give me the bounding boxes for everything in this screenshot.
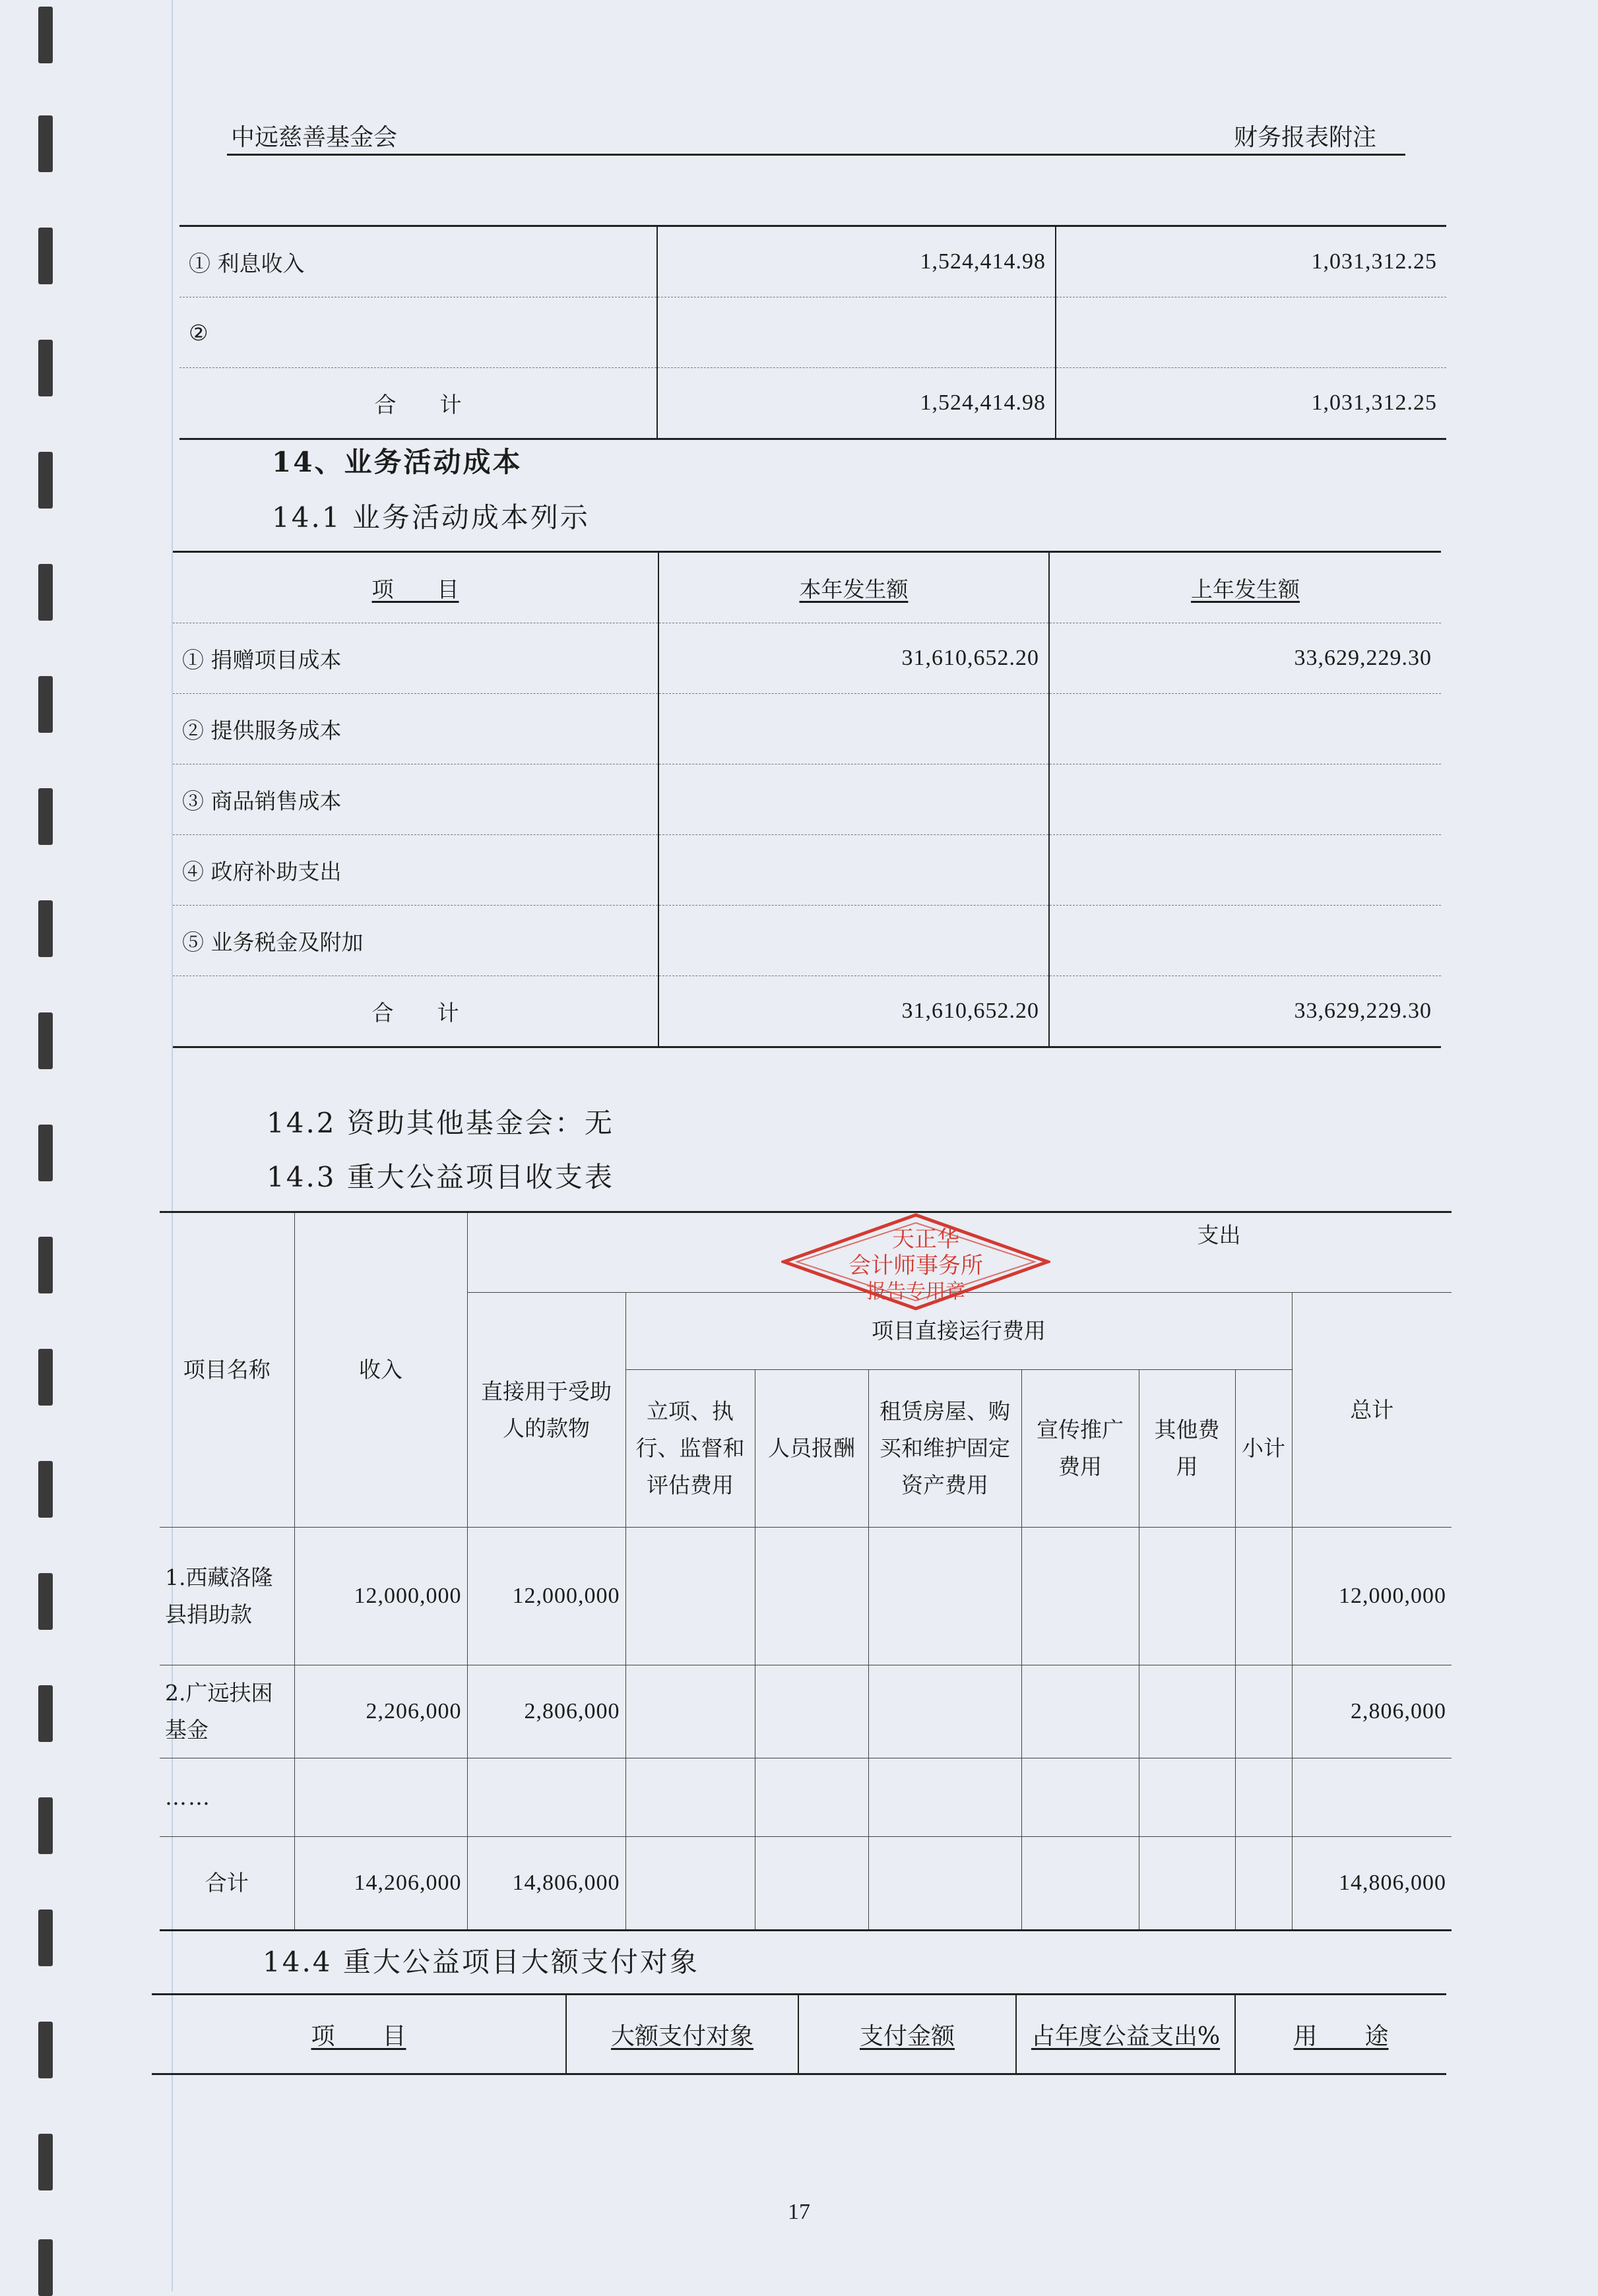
current-amount: 1,524,414.98 xyxy=(657,368,1056,439)
interest-income-table xyxy=(179,225,1446,440)
table-row xyxy=(160,1837,1452,1931)
income: 12,000,000 xyxy=(294,1528,467,1665)
table-header-row xyxy=(173,552,1441,623)
binding-mark xyxy=(38,2022,53,2078)
row-label: ③ 商品销售成本 xyxy=(173,764,658,835)
header-operating: 项目直接运行费用 xyxy=(625,1293,1292,1370)
binding-mark xyxy=(38,1349,53,1406)
project-name: 1.西藏洛隆县捐助款 xyxy=(160,1528,294,1665)
header-total: 总计 xyxy=(1292,1293,1452,1528)
previous-amount: 1,031,312.25 xyxy=(1056,368,1446,439)
current-amount xyxy=(657,297,1056,368)
binding-mark xyxy=(38,452,53,509)
stamp-line-1: 天正华 xyxy=(892,1226,959,1253)
binding-mark xyxy=(38,340,53,396)
row-label: ② xyxy=(179,297,657,368)
binding-mark xyxy=(38,1797,53,1854)
binding-mark xyxy=(38,1461,53,1518)
current-amount: 31,610,652.20 xyxy=(658,623,1049,694)
subsection-heading: 14.2 资助其他基金会：无 xyxy=(267,1107,614,1139)
total: 2,806,000 xyxy=(1292,1665,1452,1758)
binding-mark xyxy=(38,115,53,172)
binding-mark xyxy=(38,1685,53,1742)
current-amount xyxy=(658,764,1049,835)
binding-mark xyxy=(38,228,53,284)
empty-cell xyxy=(868,1528,1021,1665)
binding-mark xyxy=(38,788,53,845)
empty-cell xyxy=(868,1758,1021,1837)
current-amount: 1,524,414.98 xyxy=(657,226,1056,297)
header-rent: 租赁房屋、购买和维护固定资产费用 xyxy=(868,1370,1021,1528)
table-row xyxy=(179,226,1446,297)
table-row xyxy=(173,694,1441,764)
direct-expense: 2,806,000 xyxy=(467,1665,625,1758)
empty-cell xyxy=(755,1758,868,1837)
row-label: ⑤ 业务税金及附加 xyxy=(173,906,658,976)
empty-cell xyxy=(625,1837,755,1931)
empty-cell xyxy=(625,1528,755,1665)
binding-mark xyxy=(38,564,53,621)
current-amount xyxy=(658,906,1049,976)
previous-amount xyxy=(1049,764,1441,835)
binding-mark xyxy=(38,1909,53,1966)
empty-cell xyxy=(1235,1837,1292,1931)
subsection-heading: 14.4 重大公益项目大额支付对象 xyxy=(263,1946,699,1978)
empty-cell xyxy=(1139,1528,1235,1665)
binding-mark xyxy=(38,900,53,957)
empty-cell xyxy=(1139,1665,1235,1758)
column-header: 本年发生额 xyxy=(658,552,1049,623)
direct-expense: 14,806,000 xyxy=(467,1837,625,1931)
binding-mark xyxy=(38,1012,53,1069)
empty-cell xyxy=(1235,1528,1292,1665)
project-name: 2.广远扶困基金 xyxy=(160,1665,294,1758)
table-row xyxy=(173,623,1441,694)
binding-mark xyxy=(38,1573,53,1630)
empty-cell xyxy=(1021,1528,1139,1665)
total-label: 合 计 xyxy=(371,999,459,1026)
empty-cell xyxy=(1021,1837,1139,1931)
table-row xyxy=(173,976,1441,1047)
header-personnel: 人员报酬 xyxy=(755,1370,868,1528)
table-row xyxy=(173,764,1441,835)
binding-edge xyxy=(0,0,73,2291)
current-amount: 31,610,652.20 xyxy=(658,976,1049,1047)
table-row xyxy=(160,1758,1452,1837)
header-org-name: 中远慈善基金会 xyxy=(231,124,398,151)
stamp-line-3: 报告专用章 xyxy=(866,1280,965,1303)
column-header: 项 目 xyxy=(173,552,658,623)
table-row xyxy=(179,368,1446,439)
page-number: 17 xyxy=(788,2200,810,2224)
previous-amount: 1,031,312.25 xyxy=(1056,226,1446,297)
header-section-title: 财务报表附注 xyxy=(1234,124,1377,151)
income: 14,206,000 xyxy=(294,1837,467,1931)
total-label: 合计 xyxy=(160,1837,294,1931)
major-project-table xyxy=(160,1211,1452,1931)
income xyxy=(294,1758,467,1837)
business-cost-table xyxy=(173,551,1441,1048)
stamp-line-2: 会计师事务所 xyxy=(848,1253,983,1279)
table-row xyxy=(160,1665,1452,1758)
direct-expense xyxy=(467,1758,625,1837)
seal-stamp xyxy=(781,1212,1050,1311)
binding-mark xyxy=(38,7,53,63)
current-amount xyxy=(658,694,1049,764)
empty-cell xyxy=(1235,1758,1292,1837)
total: 14,806,000 xyxy=(1292,1837,1452,1931)
header-expense: 支出 xyxy=(467,1212,1452,1293)
direct-expense: 12,000,000 xyxy=(467,1528,625,1665)
previous-amount: 33,629,229.30 xyxy=(1049,976,1441,1047)
income: 2,206,000 xyxy=(294,1665,467,1758)
table-row xyxy=(173,906,1441,976)
subsection-heading: 14.3 重大公益项目收支表 xyxy=(267,1161,614,1193)
binding-mark xyxy=(38,676,53,733)
project-name: …… xyxy=(160,1758,294,1837)
binding-mark xyxy=(38,2239,53,2296)
table-header-row xyxy=(152,1995,1446,2074)
header-promotion: 宣传推广费用 xyxy=(1021,1370,1139,1528)
header-other: 其他费用 xyxy=(1139,1370,1235,1528)
empty-cell xyxy=(1139,1837,1235,1931)
empty-cell xyxy=(1139,1758,1235,1837)
total-label: 合 计 xyxy=(374,391,462,418)
total: 12,000,000 xyxy=(1292,1528,1452,1665)
binding-mark xyxy=(38,1125,53,1181)
previous-amount xyxy=(1049,835,1441,906)
header-project-name: 项目名称 xyxy=(160,1212,294,1528)
empty-cell xyxy=(868,1837,1021,1931)
previous-amount xyxy=(1049,694,1441,764)
header-subtotal: 小计 xyxy=(1235,1370,1292,1528)
column-header: 项 目 xyxy=(311,2022,406,2050)
empty-cell xyxy=(1021,1758,1139,1837)
column-header: 大额支付对象 xyxy=(566,1995,798,2074)
header-direct: 直接用于受助人的款物 xyxy=(467,1293,625,1528)
empty-cell xyxy=(625,1665,755,1758)
current-amount xyxy=(658,835,1049,906)
header-evaluation: 立项、执行、监督和评估费用 xyxy=(625,1370,755,1528)
header-rule xyxy=(227,154,1405,156)
binding-mark xyxy=(38,1237,53,1293)
column-header: 支付金额 xyxy=(798,1995,1016,2074)
column-header: 占年度公益支出% xyxy=(1016,1995,1235,2074)
total xyxy=(1292,1758,1452,1837)
empty-cell xyxy=(755,1665,868,1758)
empty-cell xyxy=(1235,1665,1292,1758)
empty-cell xyxy=(1021,1665,1139,1758)
row-label: ④ 政府补助支出 xyxy=(173,835,658,906)
margin-line xyxy=(172,0,173,2291)
header-income: 收入 xyxy=(294,1212,467,1528)
previous-amount: 33,629,229.30 xyxy=(1049,623,1441,694)
row-label: ① 捐赠项目成本 xyxy=(173,623,658,694)
row-label: ② 提供服务成本 xyxy=(173,694,658,764)
table-row xyxy=(173,835,1441,906)
empty-cell xyxy=(755,1837,868,1931)
subsection-heading: 14.1 业务活动成本列示 xyxy=(272,501,590,534)
previous-amount xyxy=(1056,297,1446,368)
empty-cell xyxy=(868,1665,1021,1758)
table-row xyxy=(160,1528,1452,1665)
column-header: 用 途 xyxy=(1235,1995,1446,2074)
large-payment-table xyxy=(152,1993,1446,2075)
table-row xyxy=(179,297,1446,368)
empty-cell xyxy=(755,1528,868,1665)
column-header: 上年发生额 xyxy=(1049,552,1441,623)
previous-amount xyxy=(1049,906,1441,976)
section-heading: 14、业务活动成本 xyxy=(272,446,523,478)
empty-cell xyxy=(625,1758,755,1837)
row-label: ① 利息收入 xyxy=(179,226,657,297)
binding-mark xyxy=(38,2134,53,2190)
